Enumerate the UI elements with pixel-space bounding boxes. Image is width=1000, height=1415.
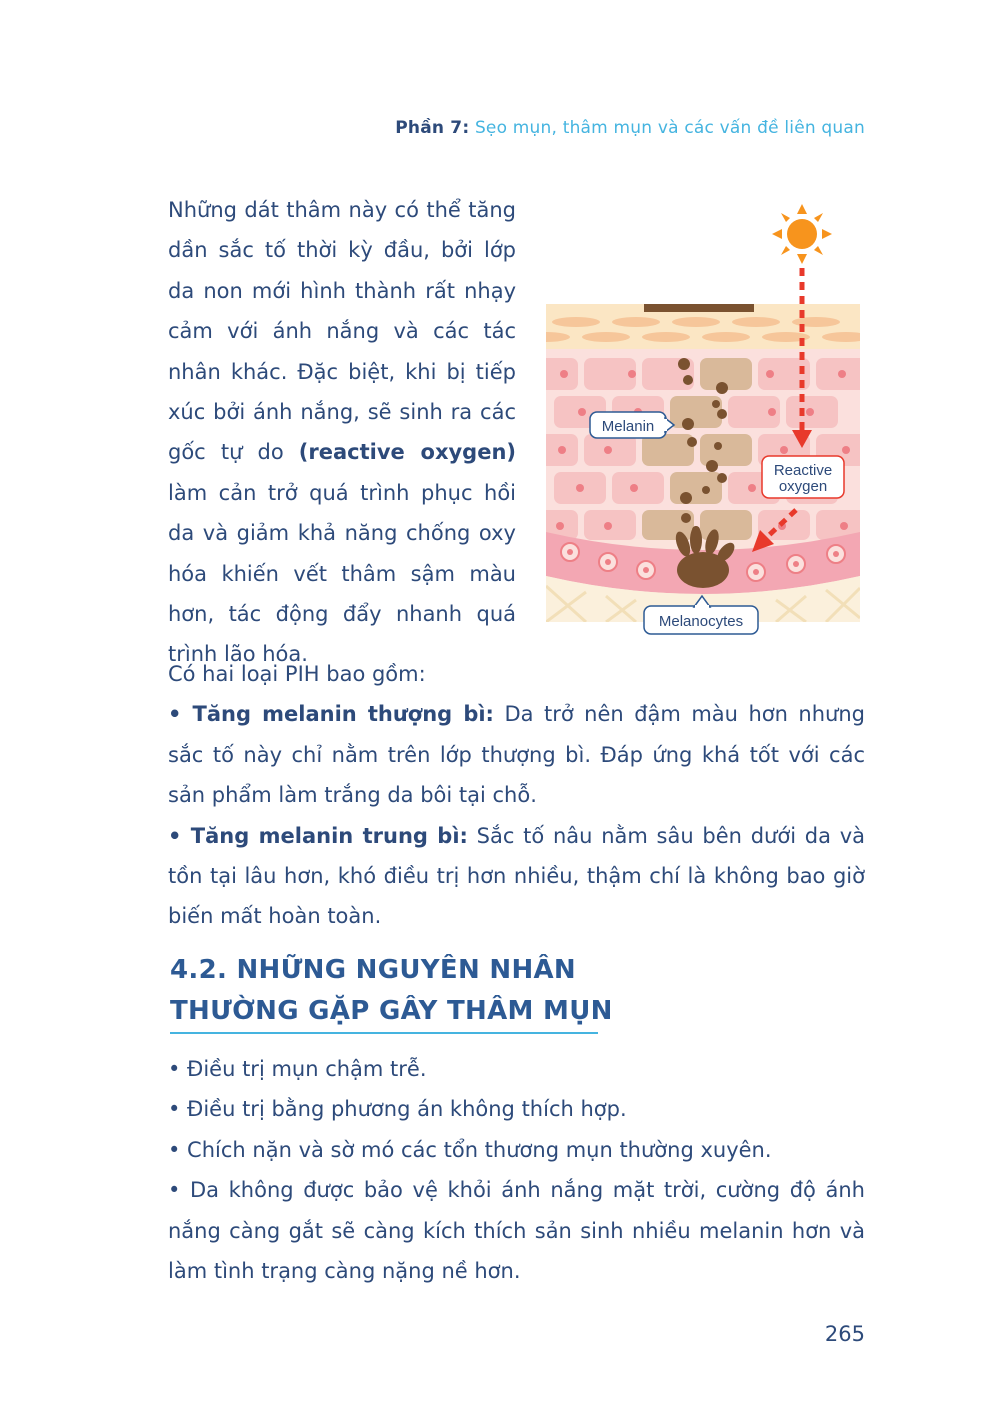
reactive-label-line2: oxygen (778, 478, 828, 495)
melanocytes-label: Melanocytes (658, 613, 744, 630)
heading-underline (170, 1032, 598, 1034)
pih-item-epidermal (168, 694, 865, 815)
intro-text-before: Những dát thâm này có thể tăng dần sắc tố thời kỳ đầu, bởi lớp da non mới hình thành rất nhạy cảm với ánh nắng và các tác nhân khác. Đặc biệt, khi bị tiếp xúc bởi ánh nắng, sẽ sinh ra các gốc tự do (168, 198, 516, 465)
skin-diagram-svg (546, 196, 860, 636)
sun-icon (772, 204, 832, 264)
causes-list (168, 1049, 865, 1291)
section-label: Sẹo mụn, thâm mụn và các vấn đề liên quan (474, 118, 865, 138)
skin-diagram (546, 196, 860, 636)
pih-item-dermal (168, 816, 865, 937)
intro-bold-term: (reactive oxygen) (298, 440, 516, 465)
melanin-label: Melanin (601, 418, 655, 435)
part-label: Phần 7: (395, 118, 470, 138)
intro-text-after: làm cản trở quá trình phục hồi da và giảm khả năng chống oxy hóa khiến vết thâm sậm màu hơn, tác động đẩy nhanh quá trình lão hóa. (168, 480, 516, 667)
cause-item: • Điều trị mụn chậm trễ. (168, 1057, 427, 1081)
melanin-callout (590, 412, 674, 438)
running-header (395, 118, 865, 138)
cause-item: • Da không được bảo vệ khỏi ánh nắng mặt trời, cường độ ánh nắng càng gắt sẽ càng kích thích sản sinh nhiều melanin hơn và làm tình trạng càng nặng nề hơn. (168, 1178, 865, 1284)
pih-intro: Có hai loại PIH bao gồm: (168, 662, 426, 686)
pih-section (168, 654, 865, 937)
section-heading-line1: 4.2. NHỮNG NGUYÊN NHÂN (170, 955, 576, 985)
cause-item: • Chích nặn và sờ mó các tổn thương mụn thường xuyên. (168, 1137, 772, 1162)
cause-item: • Điều trị bằng phương án không thích hợp. (168, 1097, 627, 1122)
pih-item1-text: Da trở nên đậm màu hơn nhưng sắc tố này chỉ nằm trên lớp thượng bì. Đáp ứng khá tốt với các sản phẩm làm trắng da bôi tại chỗ. (168, 702, 865, 808)
pih-item2-title: • Tăng melanin trung bì: (168, 823, 468, 848)
pih-item1-title: • Tăng melanin thượng bì: (168, 702, 494, 727)
intro-paragraph (168, 190, 516, 675)
page-number: 265 (824, 1322, 865, 1346)
reactive-oxygen-callout (762, 456, 844, 498)
reactive-label-line1: Reactive (773, 462, 833, 479)
section-heading (170, 950, 613, 1032)
pih-item2-text: Sắc tố nâu nằm sâu bên dưới da và tồn tại lâu hơn, khó điều trị hơn nhiều, thậm chí là không bao giờ biến mất hoàn toàn. (168, 823, 865, 929)
section-heading-line2: THƯỜNG GẶP GÂY THÂM MỤN (170, 996, 613, 1026)
